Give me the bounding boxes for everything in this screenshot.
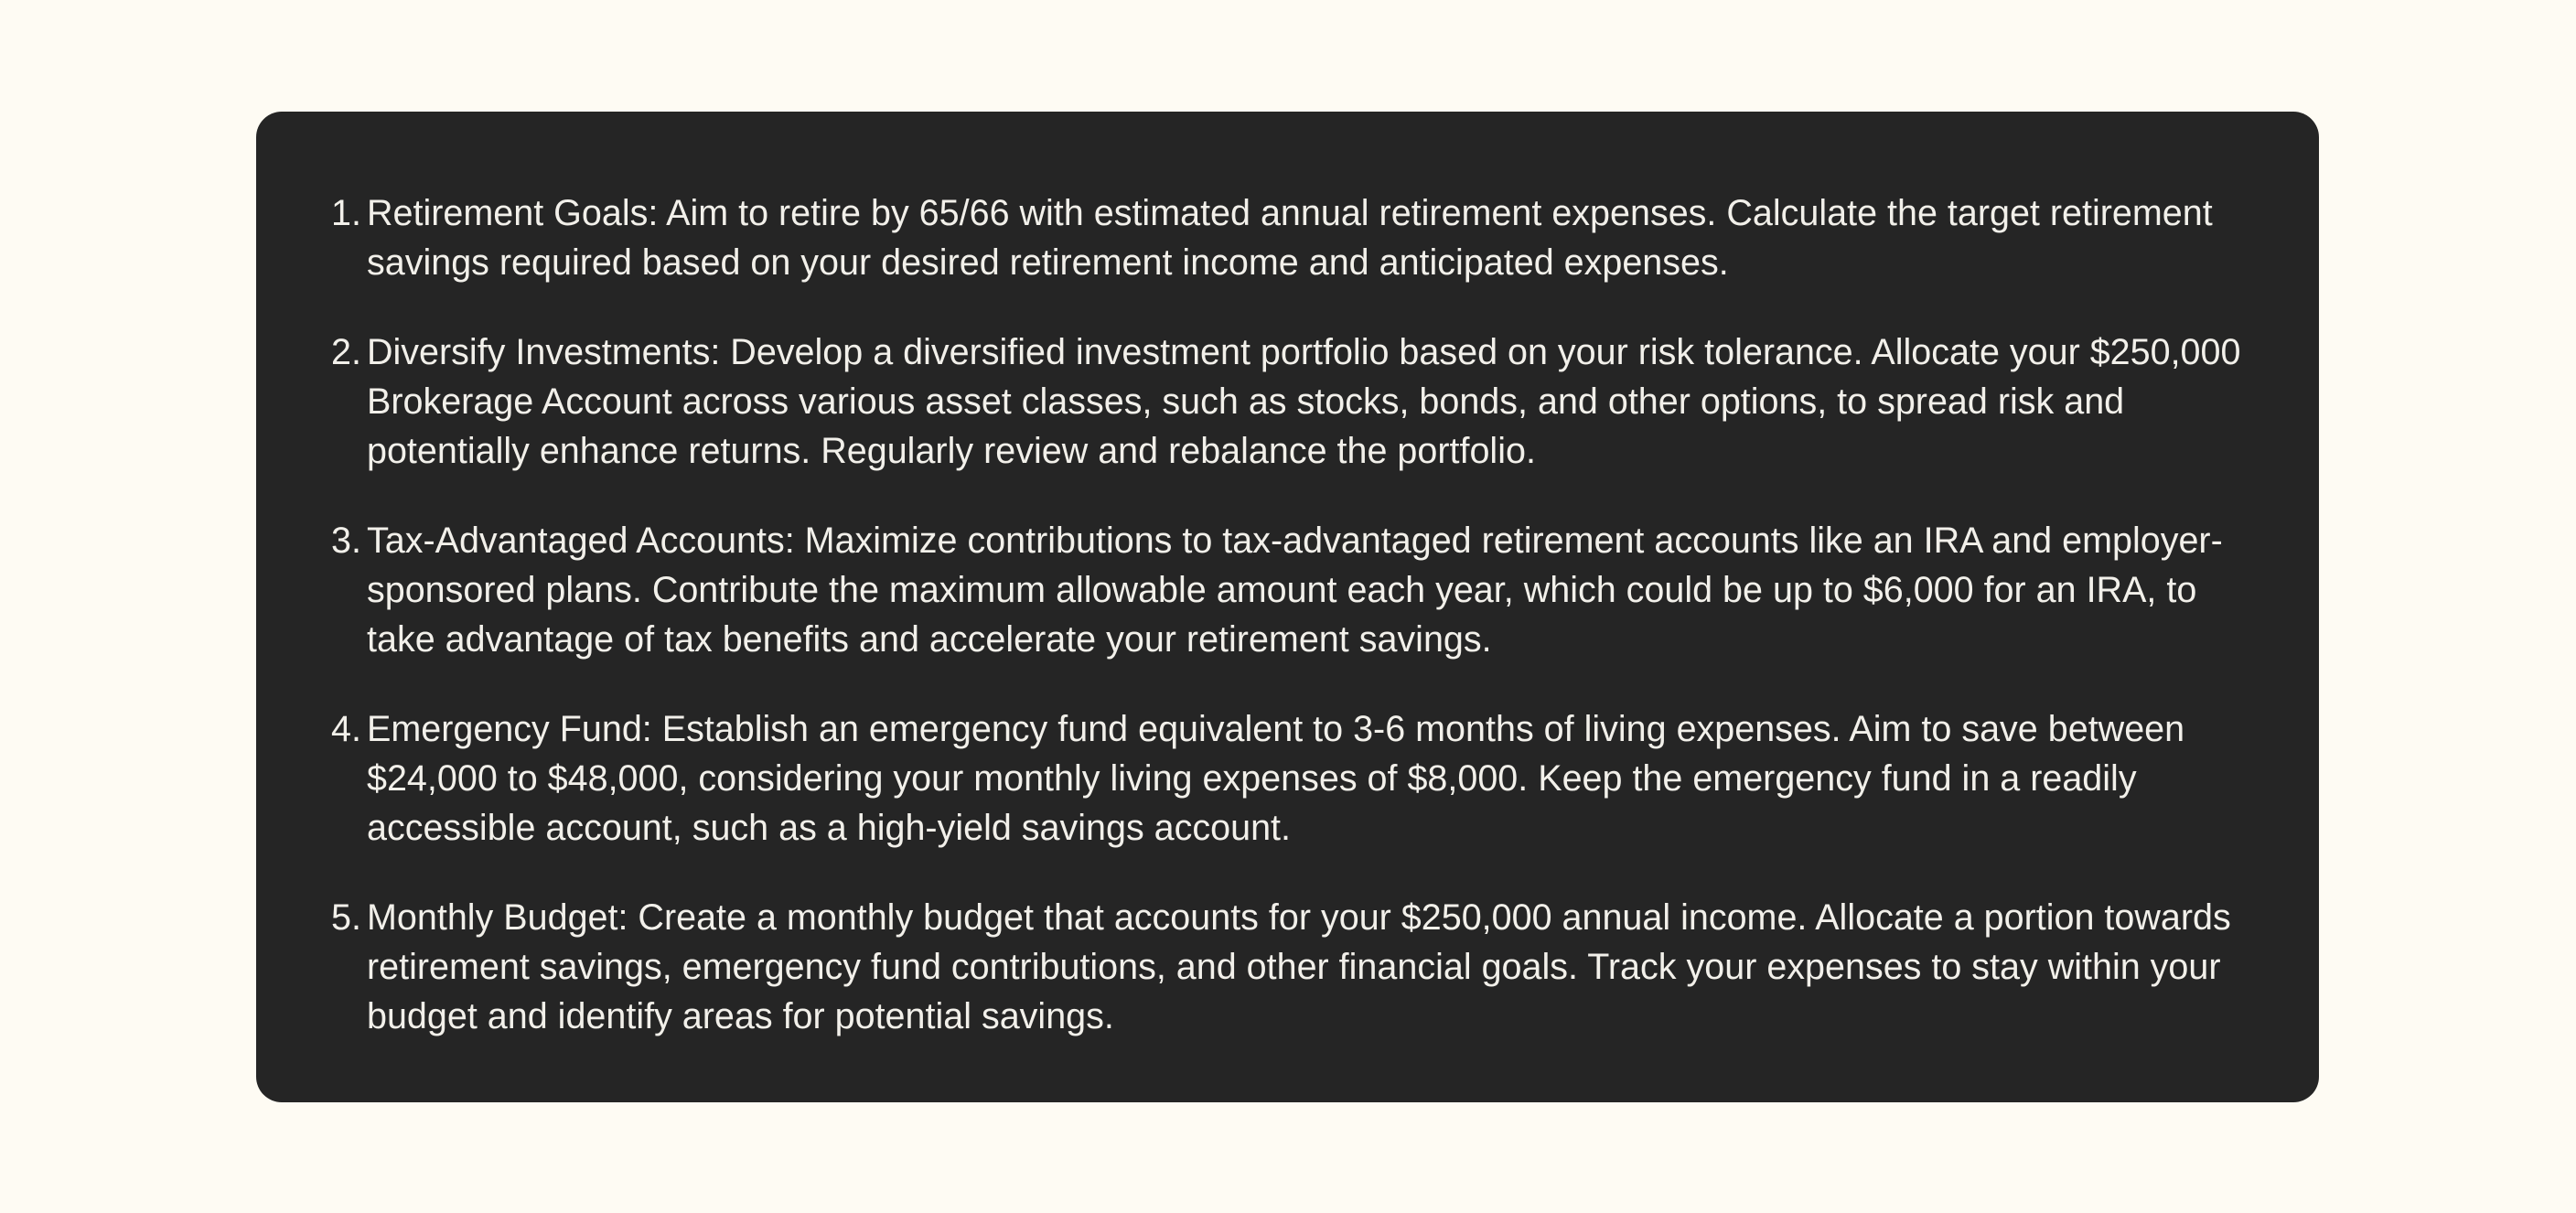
plan-item-monthly-budget <box>256 893 2264 1041</box>
plan-item-emergency-fund <box>256 704 2264 853</box>
list-number: 2. <box>331 332 361 372</box>
list-item-text: Tax-Advantaged Accounts: Maximize contributions to tax-advantaged retirement accounts like an IRA and employer-sponsored plans. Contribute the maximum allowable amount each year, which could be up to $6,000 for an IRA, to take advantage of tax benefits and accelerate your retirement savings. <box>367 521 2223 660</box>
plan-item-retirement-goals <box>256 188 2264 287</box>
list-item-text: Retirement Goals: Aim to retire by 65/66 with estimated annual retirement expenses. Calculate the target retirement savings required based on your desired retirement income and anticipated expenses. <box>367 193 2213 283</box>
list-item-text: Monthly Budget: Create a monthly budget that accounts for your $250,000 annual income. Allocate a portion towards retirement savings, emergency fund contributions, and other financial goals. Track your expenses to stay within your budget and identify areas for potential savings. <box>367 897 2231 1036</box>
plan-item-tax-advantaged-accounts <box>256 516 2264 664</box>
list-item-text: Diversify Investments: Develop a diversified investment portfolio based on your risk tolerance. Allocate your $250,000 Brokerage Account across various asset classes, such as stocks, bonds, and other options, to spread risk and potentially enhance returns. Regularly review and rebalance the portfolio. <box>367 332 2241 471</box>
list-number: 1. <box>331 193 361 233</box>
list-number: 4. <box>331 709 361 749</box>
plan-item-diversify-investments <box>256 327 2264 476</box>
list-number: 3. <box>331 521 361 561</box>
financial-plan-card <box>256 112 2319 1102</box>
list-item-text: Emergency Fund: Establish an emergency fund equivalent to 3-6 months of living expenses. Aim to save between $24,000 to $48,000, considering your monthly living expenses of $8,000. Keep the emergency fund in a readily accessible account, such as a high-yield savings account. <box>367 709 2185 848</box>
financial-plan-list <box>256 188 2264 1041</box>
list-number: 5. <box>331 897 361 938</box>
